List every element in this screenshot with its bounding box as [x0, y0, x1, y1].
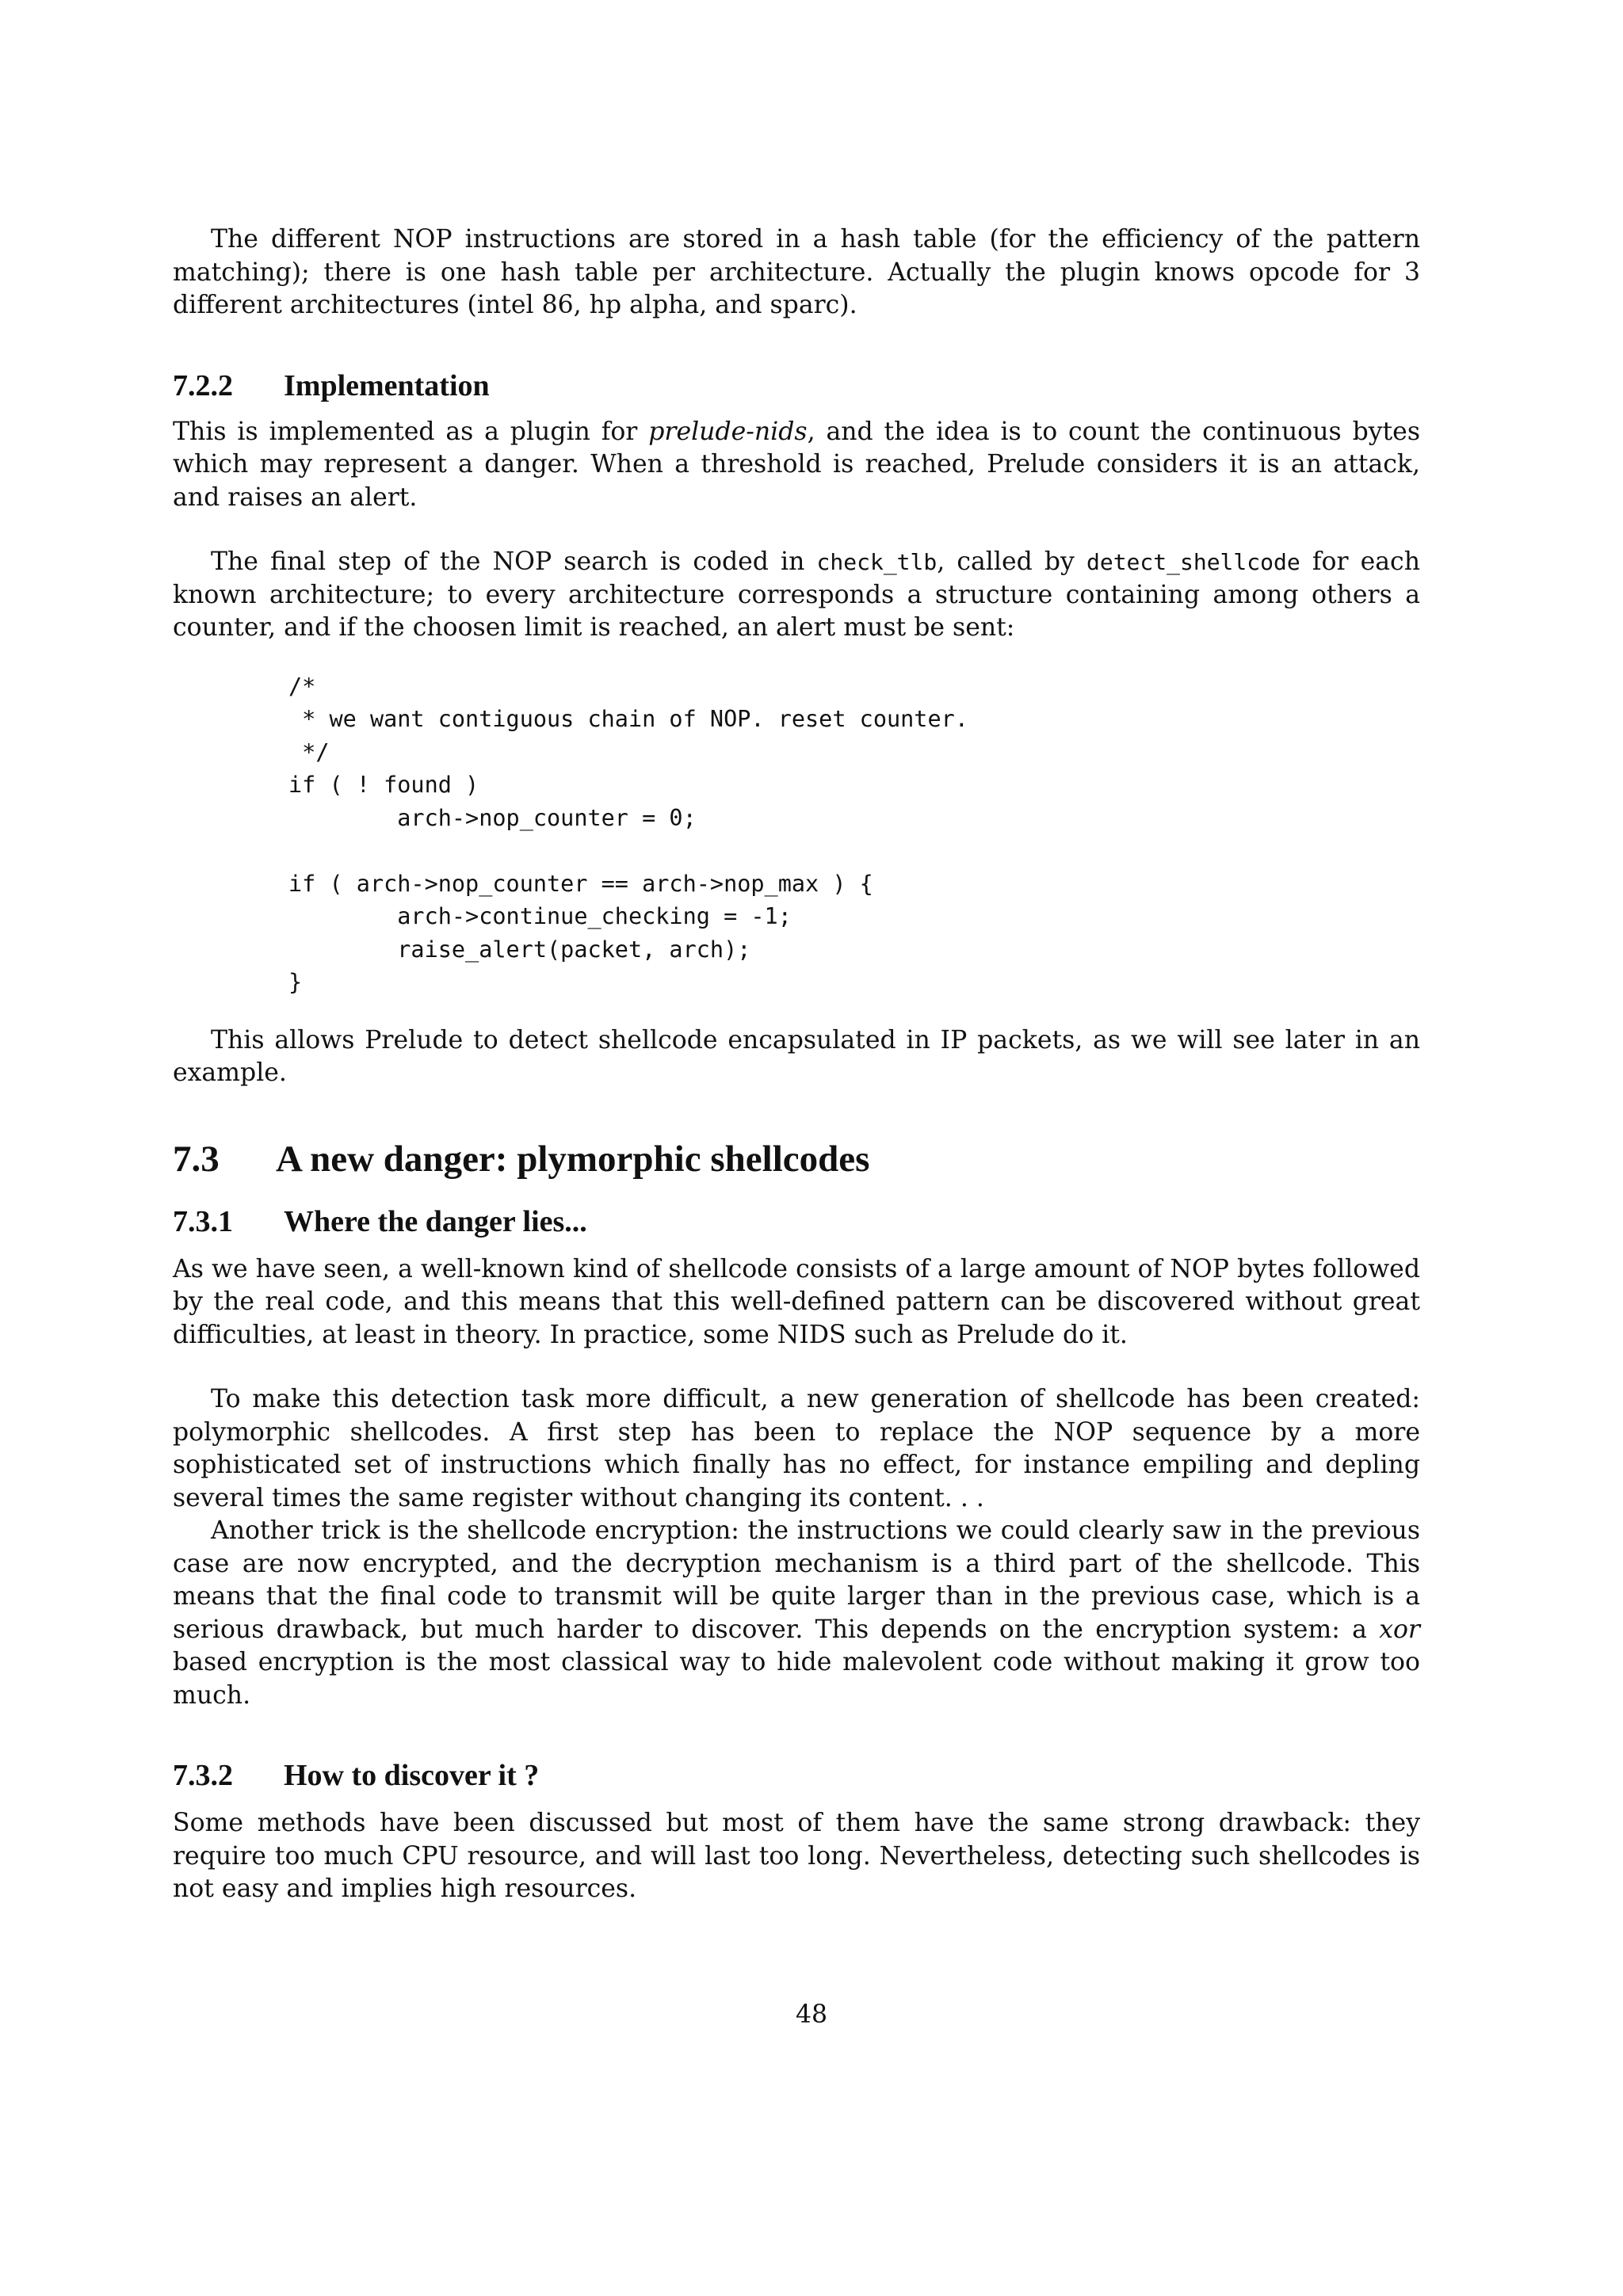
inline-code: check_tlb — [816, 549, 938, 575]
subsection-number: 7.3.1 — [173, 1204, 233, 1238]
page-body — [173, 223, 1420, 1906]
page-number: 48 — [795, 2000, 828, 2029]
paragraph-implementation — [173, 416, 1420, 515]
subsection-title: Implementation — [284, 368, 490, 402]
text-run: The final step of the NOP search is coded in — [211, 547, 817, 576]
subsection-heading-implementation — [173, 367, 1420, 405]
section-title: A new danger: plymorphic shellcodes — [276, 1138, 870, 1180]
paragraph-polymorphic: To make this detection task more difficult, a new generation of shellcode has been created: polymorphic shellcodes. A first step has been to replace the NOP sequence by a more sophisticated set of instructions which finally has no effect, for instance empiling and depling several times the same register without changing its content. . . — [173, 1385, 1420, 1512]
text-run: , called by — [937, 547, 1086, 576]
subsection-title: How to discover it ? — [284, 1759, 540, 1792]
text-run: This is implemented as a plugin for — [173, 417, 649, 446]
section-number: 7.3 — [173, 1138, 220, 1180]
paragraph-discover: Some methods have been discussed but most of them have the same strong drawback: they require too much CPU resource, and will last too long. Nevertheless, detecting such shellcodes is not easy and implies high resources. — [173, 1809, 1420, 1903]
subsection-number: 7.2.2 — [173, 368, 233, 402]
text-run: for each known architecture; to every architecture corresponds a structure containing among others a counter, and if the choosen limit is reached, an alert must be sent: — [173, 547, 1420, 642]
text-run: Another trick is the shellcode encryption: the instructions we could clearly saw in the previous case are now encrypted, and the decryption mechanism is a third part of the shellcode. This means that the final code to transmit will be quite larger than in the previous case, which is a serious drawback, but much harder to discover. This depends on the encryption system: a — [173, 1516, 1420, 1644]
subsection-heading-discover — [173, 1756, 1420, 1794]
text-run: based encryption is the most classical way to hide malevolent code without making it grow too much. — [173, 1648, 1420, 1710]
paragraph-encryption — [173, 1515, 1420, 1712]
subsection-number: 7.3.2 — [173, 1759, 233, 1792]
paragraph-well-known-shellcode: As we have seen, a well-known kind of shellcode consists of a large amount of NOP bytes followed by the real code, and this means that this well-defined pattern can be discovered without great difficulties, at least in theory. In practice, some NIDS such as Prelude do it. — [173, 1254, 1420, 1349]
subsection-heading-where — [173, 1203, 1420, 1241]
emphasis-text: prelude-nids — [648, 417, 808, 446]
code-block: /* * we want contiguous chain of NOP. reset counter. */ if ( ! found ) arch->nop_counter = 0; if ( arch->nop_counter == arch->nop_max ) { arch->continue_checking = -1; raise_alert(packet, arch); } — [288, 673, 968, 995]
paragraph-prelude-detect: This allows Prelude to detect shellcode encapsulated in IP packets, as we will see later in an example. — [173, 1025, 1420, 1087]
section-heading — [173, 1136, 1420, 1182]
emphasis-text: xor — [1379, 1615, 1420, 1644]
paragraph-nop-intro: The different NOP instructions are stored in a hash table (for the efficiency of the pattern matching); there is one hash table per architecture. Actually the plugin knows opcode for 3 different architectures (intel 86, hp alpha, and sparc). — [173, 225, 1420, 319]
text-run: , and the idea is to count the continuous bytes which may represent a danger. When a threshold is reached, Prelude considers it is an attack, and raises an alert. — [173, 417, 1420, 512]
inline-code: detect_shellcode — [1086, 549, 1300, 575]
subsection-title: Where the danger lies... — [284, 1204, 587, 1238]
paragraph-nop-search — [173, 546, 1420, 645]
